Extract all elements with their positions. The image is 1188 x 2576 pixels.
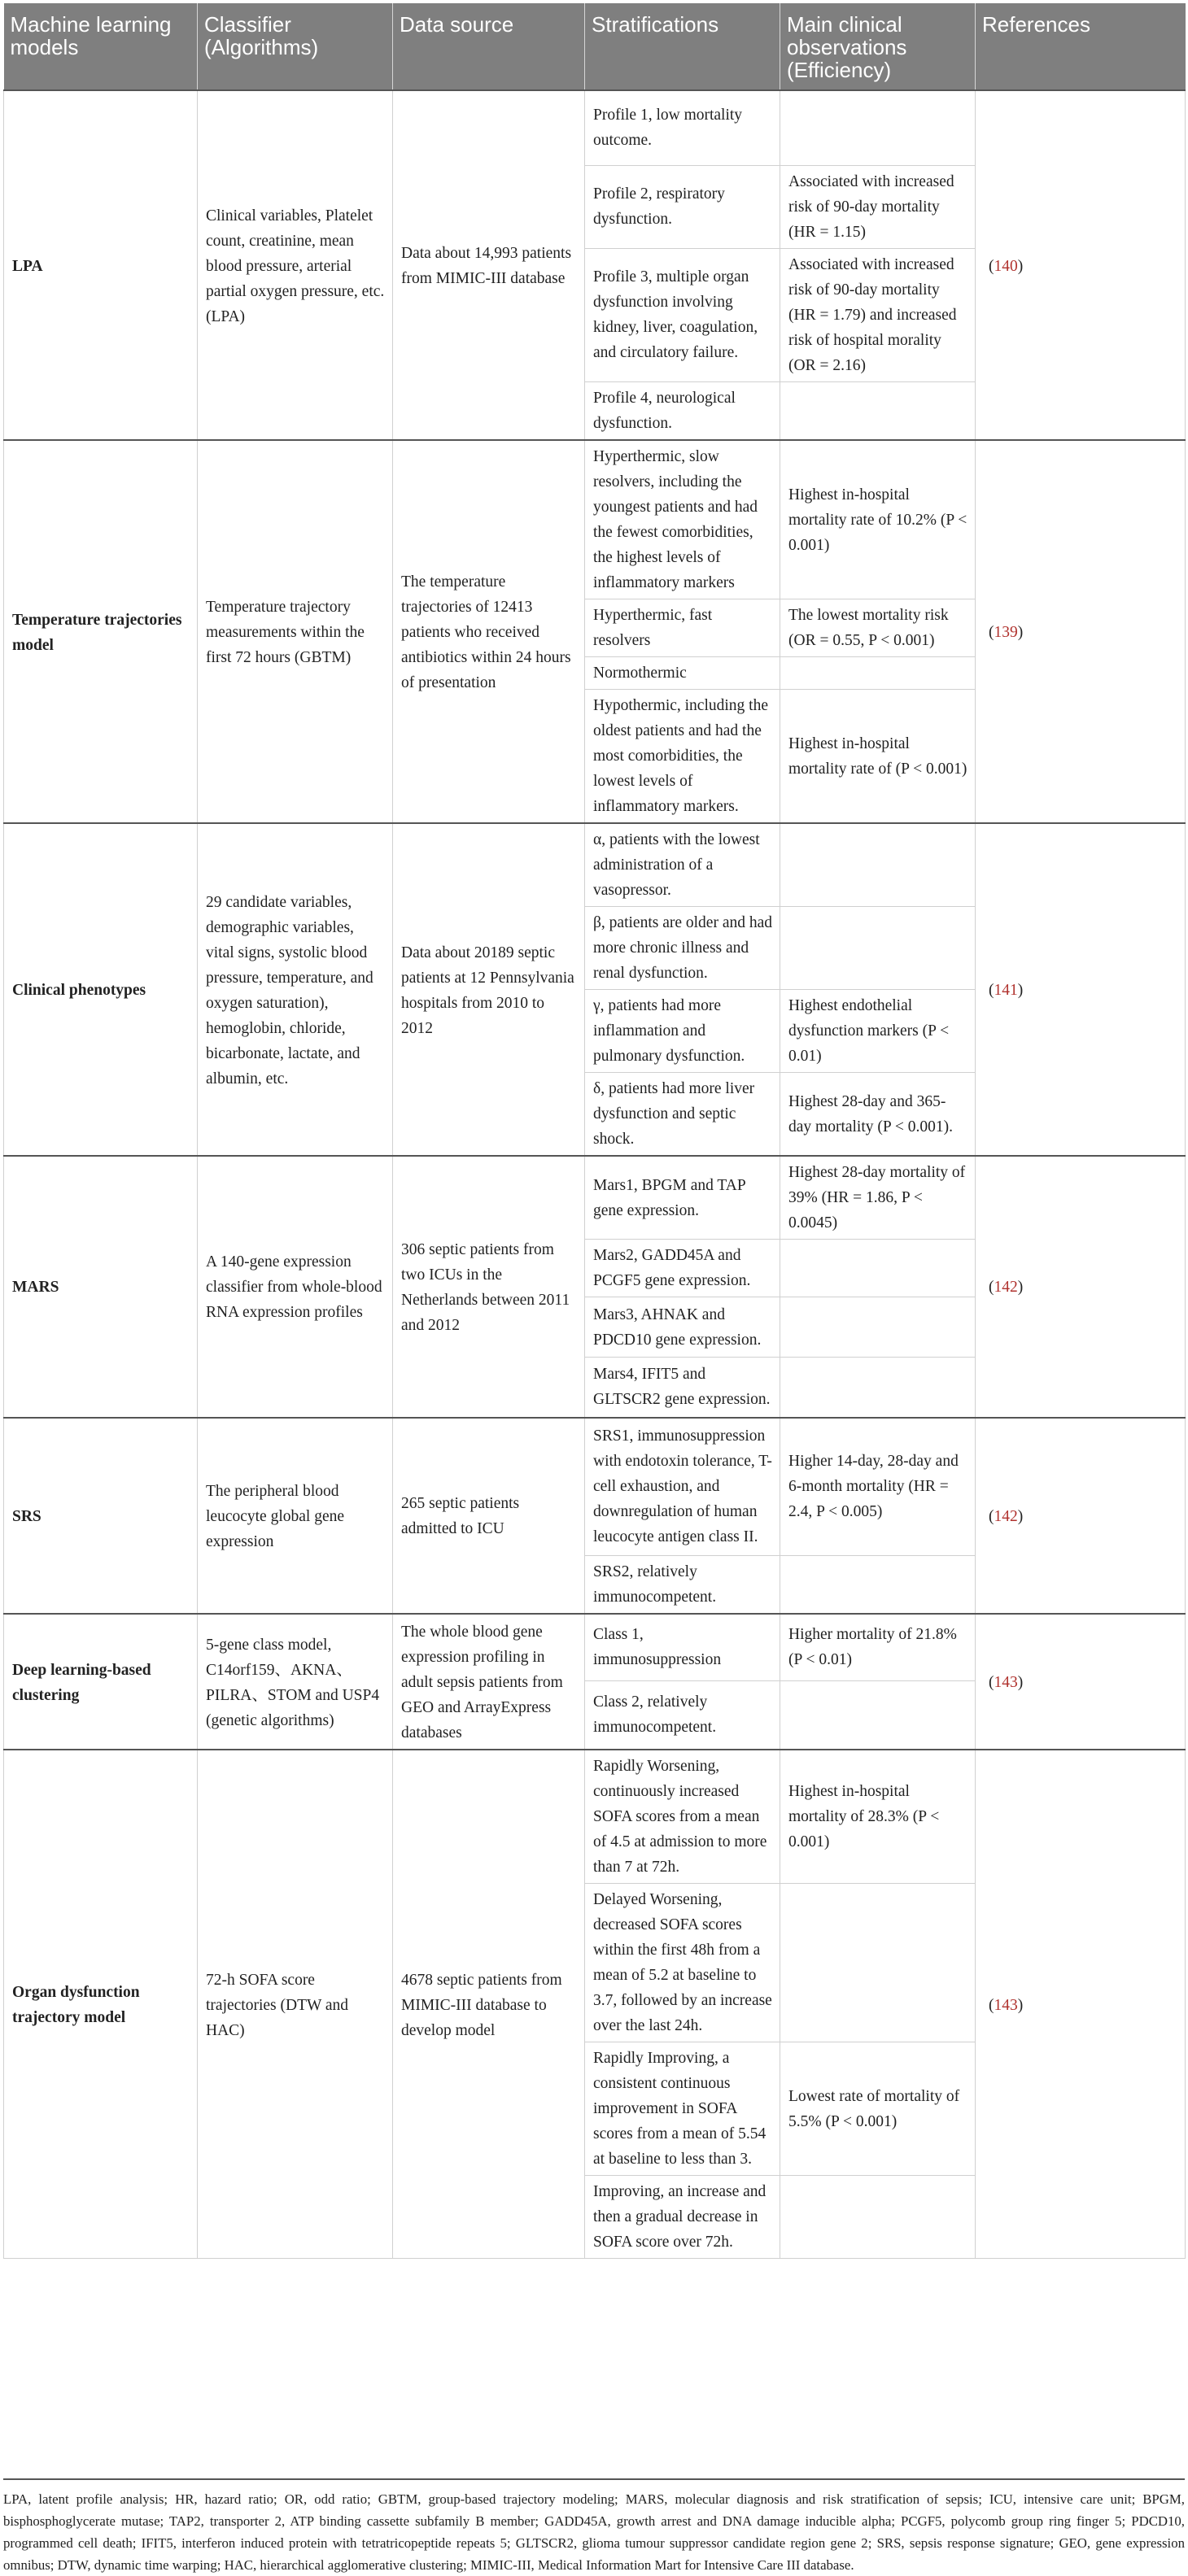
reference-link[interactable]: 140	[994, 257, 1018, 275]
reference-link[interactable]: 141	[994, 982, 1018, 999]
table-row	[4, 823, 1186, 907]
table-row	[4, 1418, 1186, 1556]
observation-cell: Highest in-hospital mortality of 28.3% (P < 0.001)	[780, 1750, 976, 1884]
stratification-cell: Mars4, IFIT5 and GLTSCR2 gene expression.	[585, 1358, 780, 1418]
table-header	[4, 3, 1186, 90]
observation-cell: Lowest rate of mortality of 5.5% (P < 0.001)	[780, 2042, 976, 2176]
stratification-cell: Profile 3, multiple organ dysfunction involving kidney, liver, coagulation, and circulatory failure.	[585, 248, 780, 381]
header-data-source: Data source	[393, 3, 585, 90]
model-name-cell: Temperature trajectories model	[4, 440, 198, 823]
reference-link[interactable]: 143	[994, 1996, 1018, 2014]
header-stratifications: Stratifications	[585, 3, 780, 90]
reference-cell: (143)	[976, 1750, 1186, 2259]
stratification-cell: Mars3, AHNAK and PDCD10 gene expression.	[585, 1297, 780, 1358]
reference-cell: (142)	[976, 1418, 1186, 1615]
stratification-cell: Rapidly Worsening, continuously increased SOFA scores from a mean of 4.5 at admission to more than 7 at 72h.	[585, 1750, 780, 1884]
table-row	[4, 1614, 1186, 1680]
classifier-cell: Temperature trajectory measurements within the first 72 hours (GBTM)	[198, 440, 393, 823]
model-name-cell: Deep learning-based clustering	[4, 1614, 198, 1750]
data-source-cell: 4678 septic patients from MIMIC-III database to develop model	[393, 1750, 585, 2259]
model-name-cell: Organ dysfunction trajectory model	[4, 1750, 198, 2259]
data-source-cell: The whole blood gene expression profiling in adult sepsis patients from GEO and ArrayExpress databases	[393, 1614, 585, 1750]
table-row	[4, 90, 1186, 165]
observation-cell: Highest 28-day mortality of 39% (HR = 1.86, P < 0.0045)	[780, 1156, 976, 1240]
data-source-cell: The temperature trajectories of 12413 patients who received antibiotics within 24 hours of presentation	[393, 440, 585, 823]
reference-link[interactable]: 139	[994, 624, 1018, 641]
observation-cell	[780, 2176, 976, 2259]
observation-cell: Higher mortality of 21.8% (P < 0.01)	[780, 1614, 976, 1680]
model-name-cell: SRS	[4, 1418, 198, 1615]
observation-cell: The lowest mortality risk (OR = 0.55, P < 0.001)	[780, 599, 976, 657]
observation-cell	[780, 823, 976, 907]
observation-cell	[780, 1556, 976, 1615]
table-row	[4, 1156, 1186, 1240]
stratification-cell: Normothermic	[585, 657, 780, 690]
model-name-cell: Clinical phenotypes	[4, 823, 198, 1156]
stratification-cell: Hyperthermic, fast resolvers	[585, 599, 780, 657]
observation-cell: Associated with increased risk of 90-day mortality (HR = 1.15)	[780, 165, 976, 248]
model-name-cell: MARS	[4, 1156, 198, 1418]
stratification-cell: Mars2, GADD45A and PCGF5 gene expression.	[585, 1240, 780, 1297]
stratification-cell: δ, patients had more liver dysfunction and septic shock.	[585, 1073, 780, 1157]
classifier-cell: Clinical variables, Platelet count, creatinine, mean blood pressure, arterial partial oxygen pressure, etc. (LPA)	[198, 90, 393, 440]
observation-cell: Highest 28-day and 365-day mortality (P < 0.001).	[780, 1073, 976, 1157]
stratification-cell: SRS1, immunosuppression with endotoxin tolerance, T-cell exhaustion, and downregulation of human leucocyte antigen class II.	[585, 1418, 780, 1556]
observation-cell: Highest in-hospital mortality rate of (P < 0.001)	[780, 690, 976, 824]
observation-cell: Higher 14-day, 28-day and 6-month mortality (HR = 2.4, P < 0.005)	[780, 1418, 976, 1556]
reference-cell: (143)	[976, 1614, 1186, 1750]
header-model: Machine learning models	[4, 3, 198, 90]
stratification-cell: Profile 1, low mortality outcome.	[585, 90, 780, 165]
observation-cell	[780, 657, 976, 690]
stratification-cell: Class 2, relatively immunocompetent.	[585, 1680, 780, 1750]
reference-cell: (140)	[976, 90, 1186, 440]
observation-cell	[780, 1358, 976, 1418]
reference-cell: (142)	[976, 1156, 1186, 1418]
classifier-cell: 29 candidate variables, demographic variables, vital signs, systolic blood pressure, temperature, and oxygen saturation), hemoglobin, chloride, bicarbonate, lactate, and albumin, etc.	[198, 823, 393, 1156]
reference-link[interactable]: 143	[994, 1674, 1018, 1691]
table-footnote: LPA, latent profile analysis; HR, hazard ratio; OR, odd ratio; GBTM, group-based trajectory modeling; MARS, molecular diagnosis and risk stratification of sepsis; ICU, intensive care unit; BPGM, bisphosphoglycerate mutase; TAP2, transporter 2, ATP binding cassette subfamily B member; GADD45A, growth arrest and DNA damage inducible alpha; PCGF5, polycomb group ring finger 5; PDCD10, programmed cell death; IFIT5, interferon induced protein with tetratricopeptide repeats 5; GLTSCR2, glioma tumour suppressor candidate region gene 2; SRS, sepsis response signature; GEO, gene expression omnibus; DTW, dynamic time warping; HAC, hierarchical agglomerative clustering; MIMIC-III, Medical Information Mart for Intensive Care III database.	[3, 2478, 1185, 2576]
header-row	[4, 3, 1186, 90]
stratification-cell: α, patients with the lowest administration of a vasopressor.	[585, 823, 780, 907]
stratification-cell: SRS2, relatively immunocompetent.	[585, 1556, 780, 1615]
data-source-cell: 306 septic patients from two ICUs in the Netherlands between 2011 and 2012	[393, 1156, 585, 1418]
observation-cell: Highest in-hospital mortality rate of 10.2% (P < 0.001)	[780, 440, 976, 599]
stratification-cell: β, patients are older and had more chronic illness and renal dysfunction.	[585, 907, 780, 990]
table-row	[4, 440, 1186, 599]
stratification-cell: Profile 2, respiratory dysfunction.	[585, 165, 780, 248]
observation-cell	[780, 1680, 976, 1750]
data-source-cell: Data about 20189 septic patients at 12 Pennsylvania hospitals from 2010 to 2012	[393, 823, 585, 1156]
observation-cell	[780, 381, 976, 440]
classifier-cell: 5-gene class model, C14orf159、AKNA、PILRA、STOM and USP4 (genetic algorithms)	[198, 1614, 393, 1750]
observation-cell	[780, 1240, 976, 1297]
stratification-cell: Hyperthermic, slow resolvers, including the youngest patients and had the fewest comorbidities, the highest levels of inflammatory markers	[585, 440, 780, 599]
classifier-cell: 72-h SOFA score trajectories (DTW and HAC)	[198, 1750, 393, 2259]
model-name-cell: LPA	[4, 90, 198, 440]
stratification-cell: γ, patients had more inflammation and pulmonary dysfunction.	[585, 990, 780, 1073]
classifier-cell: A 140-gene expression classifier from whole-blood RNA expression profiles	[198, 1156, 393, 1418]
stratification-cell: Mars1, BPGM and TAP gene expression.	[585, 1156, 780, 1240]
observation-cell	[780, 90, 976, 165]
table-row	[4, 1750, 1186, 1884]
stratification-cell: Improving, an increase and then a gradual decrease in SOFA score over 72h.	[585, 2176, 780, 2259]
observation-cell	[780, 1884, 976, 2042]
stratification-cell: Delayed Worsening, decreased SOFA scores within the first 48h from a mean of 5.2 at baseline to 3.7, followed by an increase over the last 24h.	[585, 1884, 780, 2042]
observation-cell	[780, 907, 976, 990]
header-classifier: Classifier (Algorithms)	[198, 3, 393, 90]
stratification-cell: Profile 4, neurological dysfunction.	[585, 381, 780, 440]
data-source-cell: Data about 14,993 patients from MIMIC-III database	[393, 90, 585, 440]
stratification-cell: Class 1, immunosuppression	[585, 1614, 780, 1680]
observation-cell: Associated with increased risk of 90-day mortality (HR = 1.79) and increased risk of hospital morality (OR = 2.16)	[780, 248, 976, 381]
stratification-cell: Hypothermic, including the oldest patients and had the most comorbidities, the lowest levels of inflammatory markers.	[585, 690, 780, 824]
reference-cell: (141)	[976, 823, 1186, 1156]
observation-cell	[780, 1297, 976, 1358]
observation-cell: Highest endothelial dysfunction markers (P < 0.01)	[780, 990, 976, 1073]
header-references: References	[976, 3, 1186, 90]
stratification-cell: Rapidly Improving, a consistent continuous improvement in SOFA scores from a mean of 5.54 at baseline to less than 3.	[585, 2042, 780, 2176]
classifier-cell: The peripheral blood leucocyte global gene expression	[198, 1418, 393, 1615]
header-observations: Main clinical observations (Efficiency)	[780, 3, 976, 90]
reference-link[interactable]: 142	[994, 1279, 1018, 1297]
data-source-cell: 265 septic patients admitted to ICU	[393, 1418, 585, 1615]
reference-cell: (139)	[976, 440, 1186, 823]
sepsis-ml-models-table	[3, 3, 1186, 2259]
reference-link[interactable]: 142	[994, 1507, 1018, 1525]
table-body	[4, 90, 1186, 2259]
